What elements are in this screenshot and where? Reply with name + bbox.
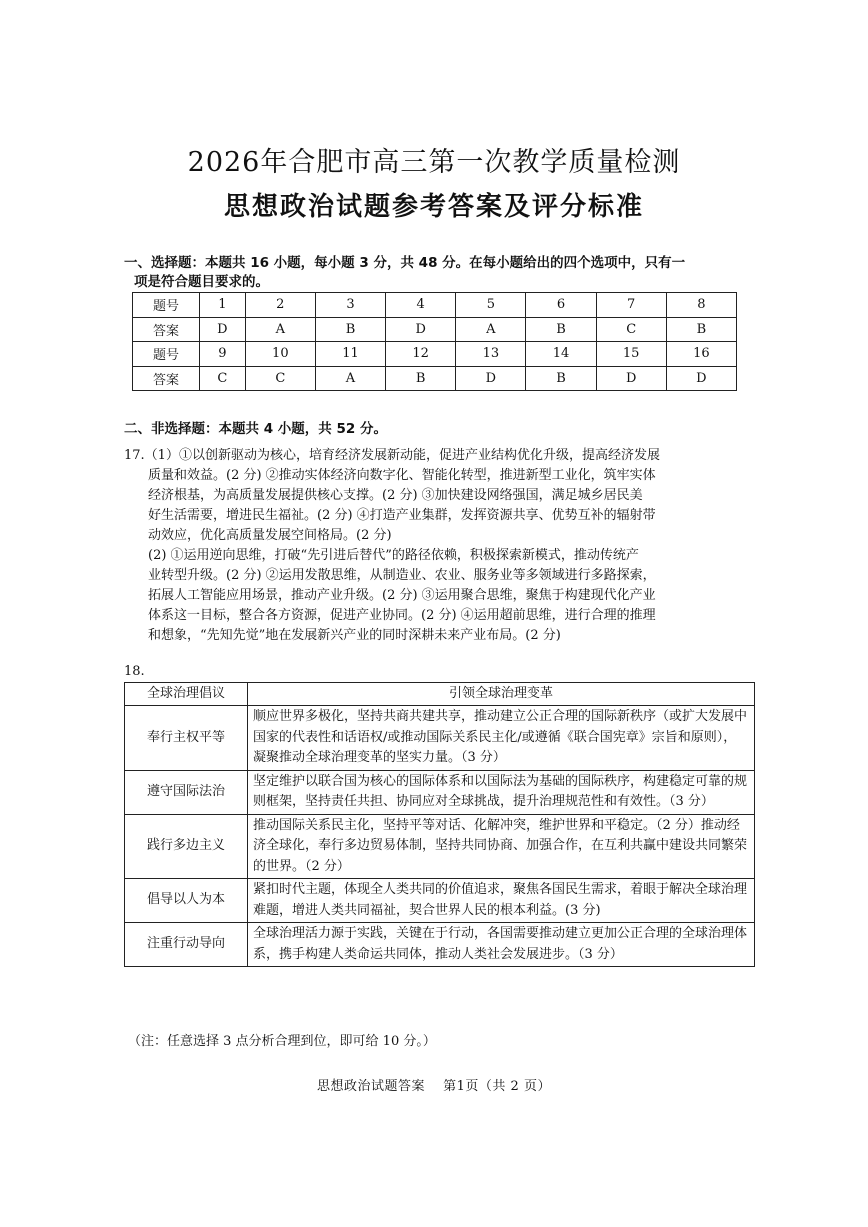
answer-cell: A [456,317,526,342]
answer-cell: D [666,366,736,391]
question-number: 15 [596,342,666,367]
initiative-cell: 奉行主权平等 [125,706,248,771]
q17-part1-line: 质量和效益。(2 分) ②推动实体经济向数字化、智能化转型，推进新型工业化，筑牢实体 [148,468,656,483]
table-row [125,879,755,923]
initiative-cell: 注重行动导向 [125,923,248,967]
question-number: 7 [596,293,666,318]
question-number: 12 [386,342,456,367]
question-number: 6 [526,293,596,318]
table-row [133,317,737,342]
q17-part2-line: (2) ①运用逆向思维，打破“先引进后替代”的路径依赖，积极探索新模式，推动传统产 [148,548,639,563]
question-number: 14 [526,342,596,367]
answer-cell: D [456,366,526,391]
initiative-cell: 倡导以人为本 [125,879,248,923]
q17-part2-line: 业转型升级。(2 分) ②运用发散思维，从制造业、农业、服务业等多领域进行多路探索， [148,568,656,583]
question-number: 16 [666,342,736,367]
section1-heading [124,254,744,292]
section2-heading: 二、非选择题：本题共 4 小题，共 52 分。 [124,421,387,437]
question-number: 10 [245,342,315,367]
row-label: 答案 [133,366,200,391]
row-label: 题号 [133,293,200,318]
question-number: 13 [456,342,526,367]
question-number: 8 [666,293,736,318]
content-cell: 顺应世界多极化，坚持共商共建共享，推动建立公正合理的国际新秩序（或扩大发展中国家的代表性和话语权/或推动国际关系民主化/或遵循《联合国宪章》宗旨和原则），凝聚推动全球治理变革的坚实力量。（3 分） [248,706,755,771]
content-cell: 推动国际关系民主化，坚持平等对话、化解冲突，维护世界和平稳定。（2 分）推动经济全球化，奉行多边贸易体制，坚持共同协商、加强合作，在互利共赢中建设共同繁荣的世界。（2 分） [248,814,755,879]
table-row [133,293,737,318]
question-number: 11 [315,342,385,367]
answer-cell: C [245,366,315,391]
q17-part1-line: 动效应，优化高质量发展空间格局。(2 分) [148,528,392,543]
answer-cell: B [315,317,385,342]
q17-part1-line: 好生活需要，增进民生福祉。(2 分) ④打造产业集群，发挥资源共享、优势互补的辐射带 [148,508,656,523]
q17-part2-line: 拓展人工智能应用场景，推动产业升级。(2 分) ③运用聚合思维，聚焦于构建现代化产业 [148,588,656,603]
answer-cell: C [200,366,246,391]
col-header-content: 引领全球治理变革 [248,683,755,706]
page-footer: 思想政治试题答案 第1页（共 2 页） [317,1079,551,1094]
answer-cell: D [200,317,246,342]
content-cell: 坚定维护以联合国为核心的国际体系和以国际法为基础的国际秩序，构建稳定可靠的规则框架，坚持责任共担、协同应对全球挑战，提升治理规范性和有效性。（3 分） [248,770,755,814]
answer-table [132,292,737,391]
answer-cell: C [596,317,666,342]
row-label: 答案 [133,317,200,342]
question-number: 1 [200,293,246,318]
q17-part1-line: 17.（1）①以创新驱动为核心，培育经济发展新动能，促进产业结构优化升级，提高经济发展 [124,448,660,463]
table-row [133,342,737,367]
question-number: 2 [245,293,315,318]
q17-part2-line: 体系这一目标，整合各方资源，促进产业协同。(2 分) ④运用超前思维，进行合理的推理 [148,608,656,623]
table-row [125,706,755,771]
initiative-cell: 践行多边主义 [125,814,248,879]
initiative-cell: 遵守国际法治 [125,770,248,814]
table-row [125,923,755,967]
content-cell: 全球治理活力源于实践，关键在于行动，各国需要推动建立更加公正合理的全球治理体系，携手构建人类命运共同体，推动人类社会发展进步。（3 分） [248,923,755,967]
answer-cell: B [386,366,456,391]
question-number: 4 [386,293,456,318]
answer-cell: B [666,317,736,342]
exam-subtitle: 思想政治试题参考答案及评分标准 [223,192,644,222]
table-row [125,770,755,814]
section1-heading-line2: 项是符合题目要求的。 [134,274,269,290]
answer-cell: D [596,366,666,391]
question-number: 5 [456,293,526,318]
exam-title: 2026年合肥市高三第一次教学质量检测 [187,147,681,178]
answer-cell: B [526,366,596,391]
answer-cell: D [386,317,456,342]
answer-cell: A [245,317,315,342]
question-18-number: 18. [124,664,145,679]
section1-heading-line1: 一、选择题：本题共 16 小题，每小题 3 分，共 48 分。在每小题给出的四个选项中，只有一 [124,255,686,271]
q17-part1-line: 经济根基，为高质量发展提供核心支撑。(2 分) ③加快建设网络强国，满足城乡居民美 [148,488,643,503]
governance-table [124,682,755,967]
question-number: 3 [315,293,385,318]
table-row [125,814,755,879]
scoring-note: （注：任意选择 3 点分析合理到位，即可给 10 分。） [128,1034,436,1049]
col-header-initiative: 全球治理倡议 [125,683,248,706]
table-row [133,366,737,391]
question-number: 9 [200,342,246,367]
content-cell: 紧扣时代主题，体现全人类共同的价值追求，聚焦各国民生需求，着眼于解决全球治理难题，增进人类共同福祉，契合世界人民的根本利益。(3 分) [248,879,755,923]
answer-cell: A [315,366,385,391]
q17-part2-line: 和想象，“先知先觉”地在发展新兴产业的同时深耕未来产业布局。(2 分) [148,628,561,643]
answer-cell: B [526,317,596,342]
row-label: 题号 [133,342,200,367]
table-header-row [125,683,755,706]
question-17-answer [124,446,750,646]
